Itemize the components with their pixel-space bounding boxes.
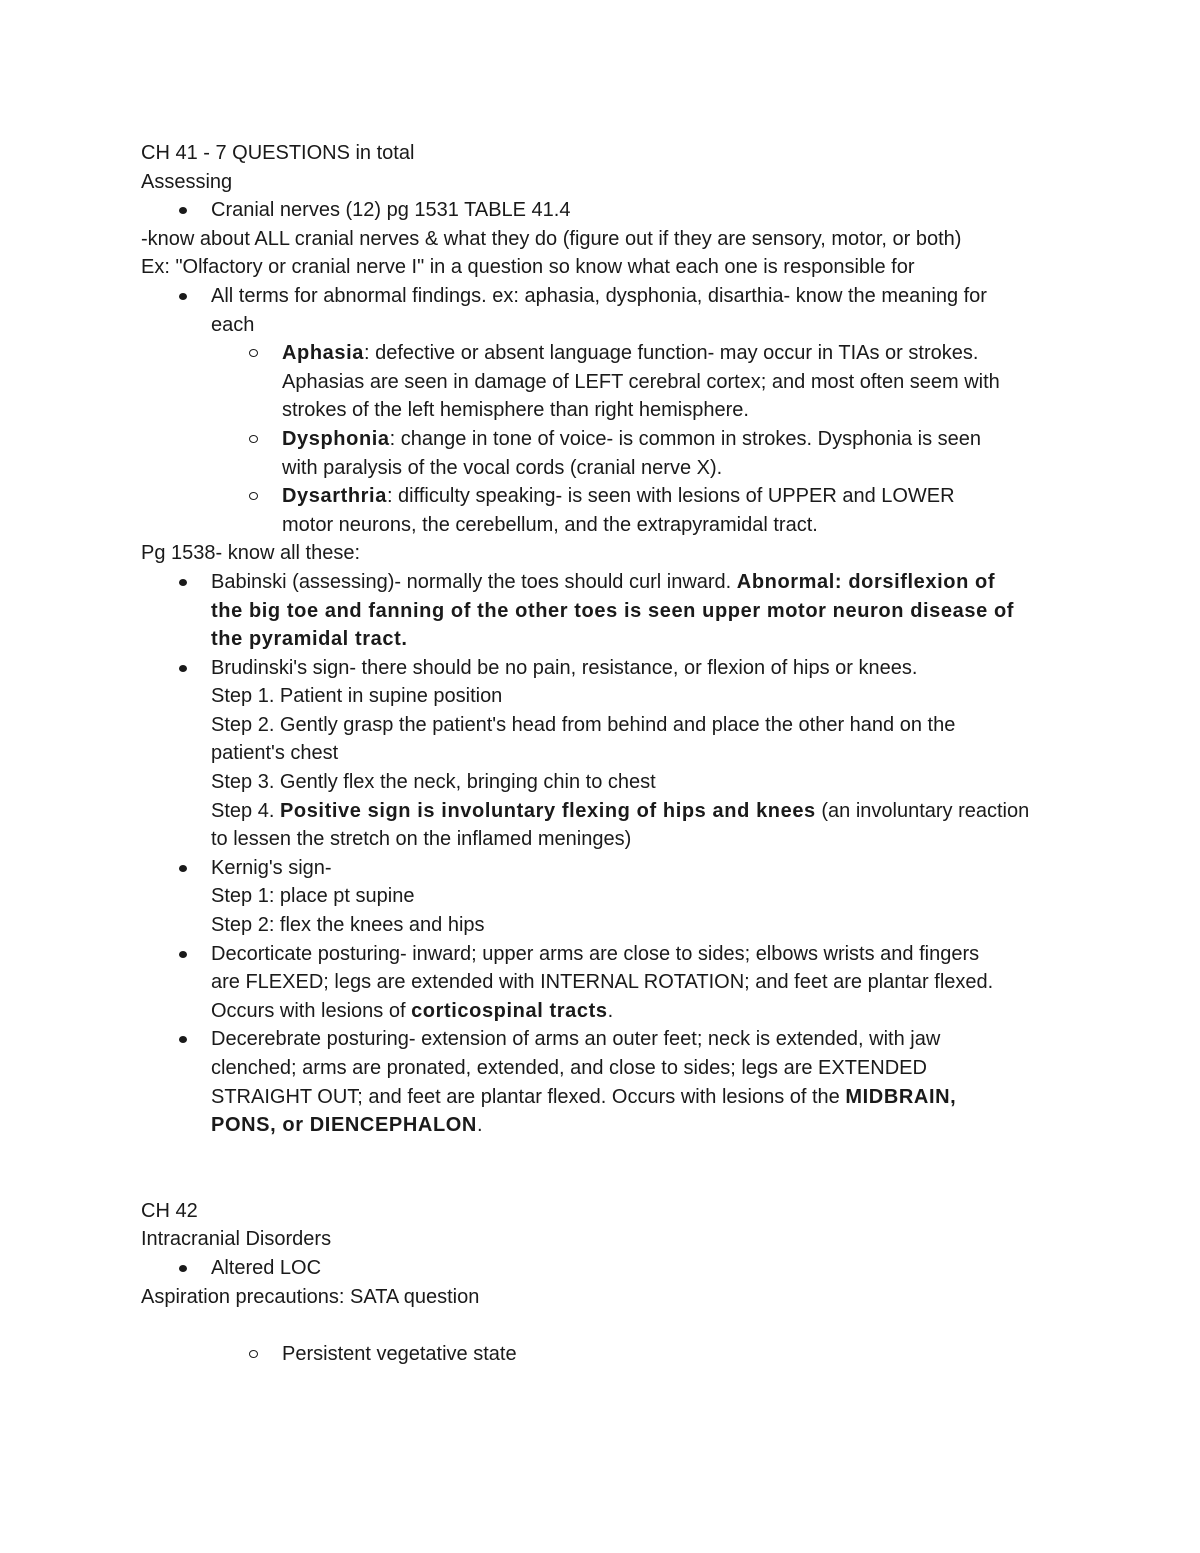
babinski-line2 xyxy=(141,597,1076,626)
section-gap xyxy=(141,1140,1076,1197)
dysphonia-term: Dysphonia xyxy=(282,427,390,450)
intracranial-heading: Intracranial Disorders xyxy=(141,1228,332,1251)
blank-line xyxy=(141,1311,1076,1340)
decorticate-occurs: Occurs with lesions of xyxy=(211,999,412,1022)
sub-bullet-persistent-vegetative: Persistent vegetative state xyxy=(141,1340,1076,1369)
step4-rest: (an involuntary reaction xyxy=(815,799,1030,822)
document-page xyxy=(141,139,1076,1369)
decerebrate-line2: clenched; arms are pronated, extended, and close to sides; legs are EXTENDED xyxy=(211,1057,927,1079)
brudzinski-step2: Step 2. Gently grasp the patient's head from behind and place the other hand on the xyxy=(211,713,956,736)
bullet-kernig: Kernig's sign- xyxy=(141,854,1076,883)
bullet-cranial-nerves: Cranial nerves (12) pg 1531 TABLE 41.4 xyxy=(141,196,1076,225)
midbrain: MIDBRAIN, xyxy=(845,1085,957,1108)
babinski-line3 xyxy=(141,625,1076,654)
kernig-step1: Step 1: place pt supine xyxy=(211,885,415,908)
abnormal-terms-cont: each xyxy=(211,313,255,336)
brudzinski-step4 xyxy=(141,797,1076,826)
decorticate-line2: are FLEXED; legs are extended with INTERNAL ROTATION; and feet are plantar flexed. xyxy=(211,971,994,994)
decorticate-period: . xyxy=(607,999,614,1022)
bullet-babinski xyxy=(141,568,1076,597)
ch41-title: CH 41 - 7 QUESTIONS in total xyxy=(141,142,415,164)
brudzinski-step4-cont: to lessen the stretch on the inflamed meninges) xyxy=(211,828,632,851)
bullet-decerebrate: Decerebrate posturing- extension of arms an outer feet; neck is extended, with jaw xyxy=(141,1025,1076,1054)
decorticate-line3 xyxy=(141,997,1076,1026)
brudzinski-step1: Step 1. Patient in supine position xyxy=(211,685,503,708)
bullet-brudzinski: Brudinski's sign- there should be no pain, resistance, or flexion of hips or knees. xyxy=(141,654,1076,683)
aphasia-term: Aphasia xyxy=(282,342,365,365)
aspiration-precautions: Aspiration precautions: SATA question xyxy=(141,1285,480,1308)
sub-bullet-dysphonia xyxy=(141,425,1076,454)
brudzinski-step3: Step 3. Gently flex the neck, bringing chin to chest xyxy=(211,771,656,794)
olfactory-example: Ex: "Olfactory or cranial nerve I" in a question so know what each one is responsible for xyxy=(141,256,915,279)
bullet-abnormal-terms: All terms for abnormal findings. ex: aphasia, dysphonia, disarthia- know the meaning for xyxy=(141,282,1076,311)
decerebrate-line3 xyxy=(141,1083,1076,1112)
dysarthria-def: : difficulty speaking- is seen with lesions of UPPER and LOWER xyxy=(386,485,955,508)
bullet-decorticate: Decorticate posturing- inward; upper arms are close to sides; elbows wrists and fingers xyxy=(141,940,1076,969)
decerebrate-period: . xyxy=(476,1114,483,1137)
pons-diencephalon: PONS, or DIENCEPHALON xyxy=(211,1114,477,1137)
brudzinski-step2-cont: patient's chest xyxy=(211,742,339,765)
kernig-step2: Step 2: flex the knees and hips xyxy=(211,914,485,937)
dysarthria-term: Dysarthria xyxy=(282,485,387,508)
aphasia-line3: strokes of the left hemisphere than right hemisphere. xyxy=(282,399,749,422)
positive-sign: Positive sign is involuntary flexing of hips and knees xyxy=(279,799,816,822)
step4-label: Step 4. xyxy=(211,799,280,822)
dysarthria-line2: motor neurons, the cerebellum, and the extrapyramidal tract. xyxy=(282,513,818,536)
sub-bullet-dysarthria xyxy=(141,482,1076,511)
decerebrate-occurs: STRAIGHT OUT; and feet are plantar flexed. Occurs with lesions of the xyxy=(211,1085,846,1108)
babinski-text: Babinski (assessing)- normally the toes should curl inward. xyxy=(211,570,737,593)
babinski-abnormal-end: the pyramidal tract. xyxy=(211,628,408,651)
aphasia-line2: Aphasias are seen in damage of LEFT cerebral cortex; and most often seem with xyxy=(282,370,1000,393)
know-all-cranial-nerves: -know about ALL cranial nerves & what they do (figure out if they are sensory, motor, or both) xyxy=(141,227,962,250)
ch42-title: CH 42 xyxy=(141,1199,198,1222)
aphasia-def: : defective or absent language function- may occur in TIAs or strokes. xyxy=(364,342,979,365)
decerebrate-line4 xyxy=(141,1111,1076,1140)
dysphonia-line2: with paralysis of the vocal cords (cranial nerve X). xyxy=(282,456,723,479)
dysphonia-def: : change in tone of voice- is common in strokes. Dysphonia is seen xyxy=(389,427,982,450)
babinski-abnormal: Abnormal: dorsiflexion of xyxy=(736,570,996,593)
pg1538-heading: Pg 1538- know all these: xyxy=(141,542,361,565)
sub-bullet-aphasia xyxy=(141,339,1076,368)
babinski-abnormal-cont: the big toe and fanning of the other toes is seen upper motor neuron disease of xyxy=(211,599,1015,622)
assessing-heading: Assessing xyxy=(141,170,233,193)
bullet-altered-loc: Altered LOC xyxy=(141,1254,1076,1283)
corticospinal-tracts: corticospinal tracts xyxy=(411,999,608,1022)
